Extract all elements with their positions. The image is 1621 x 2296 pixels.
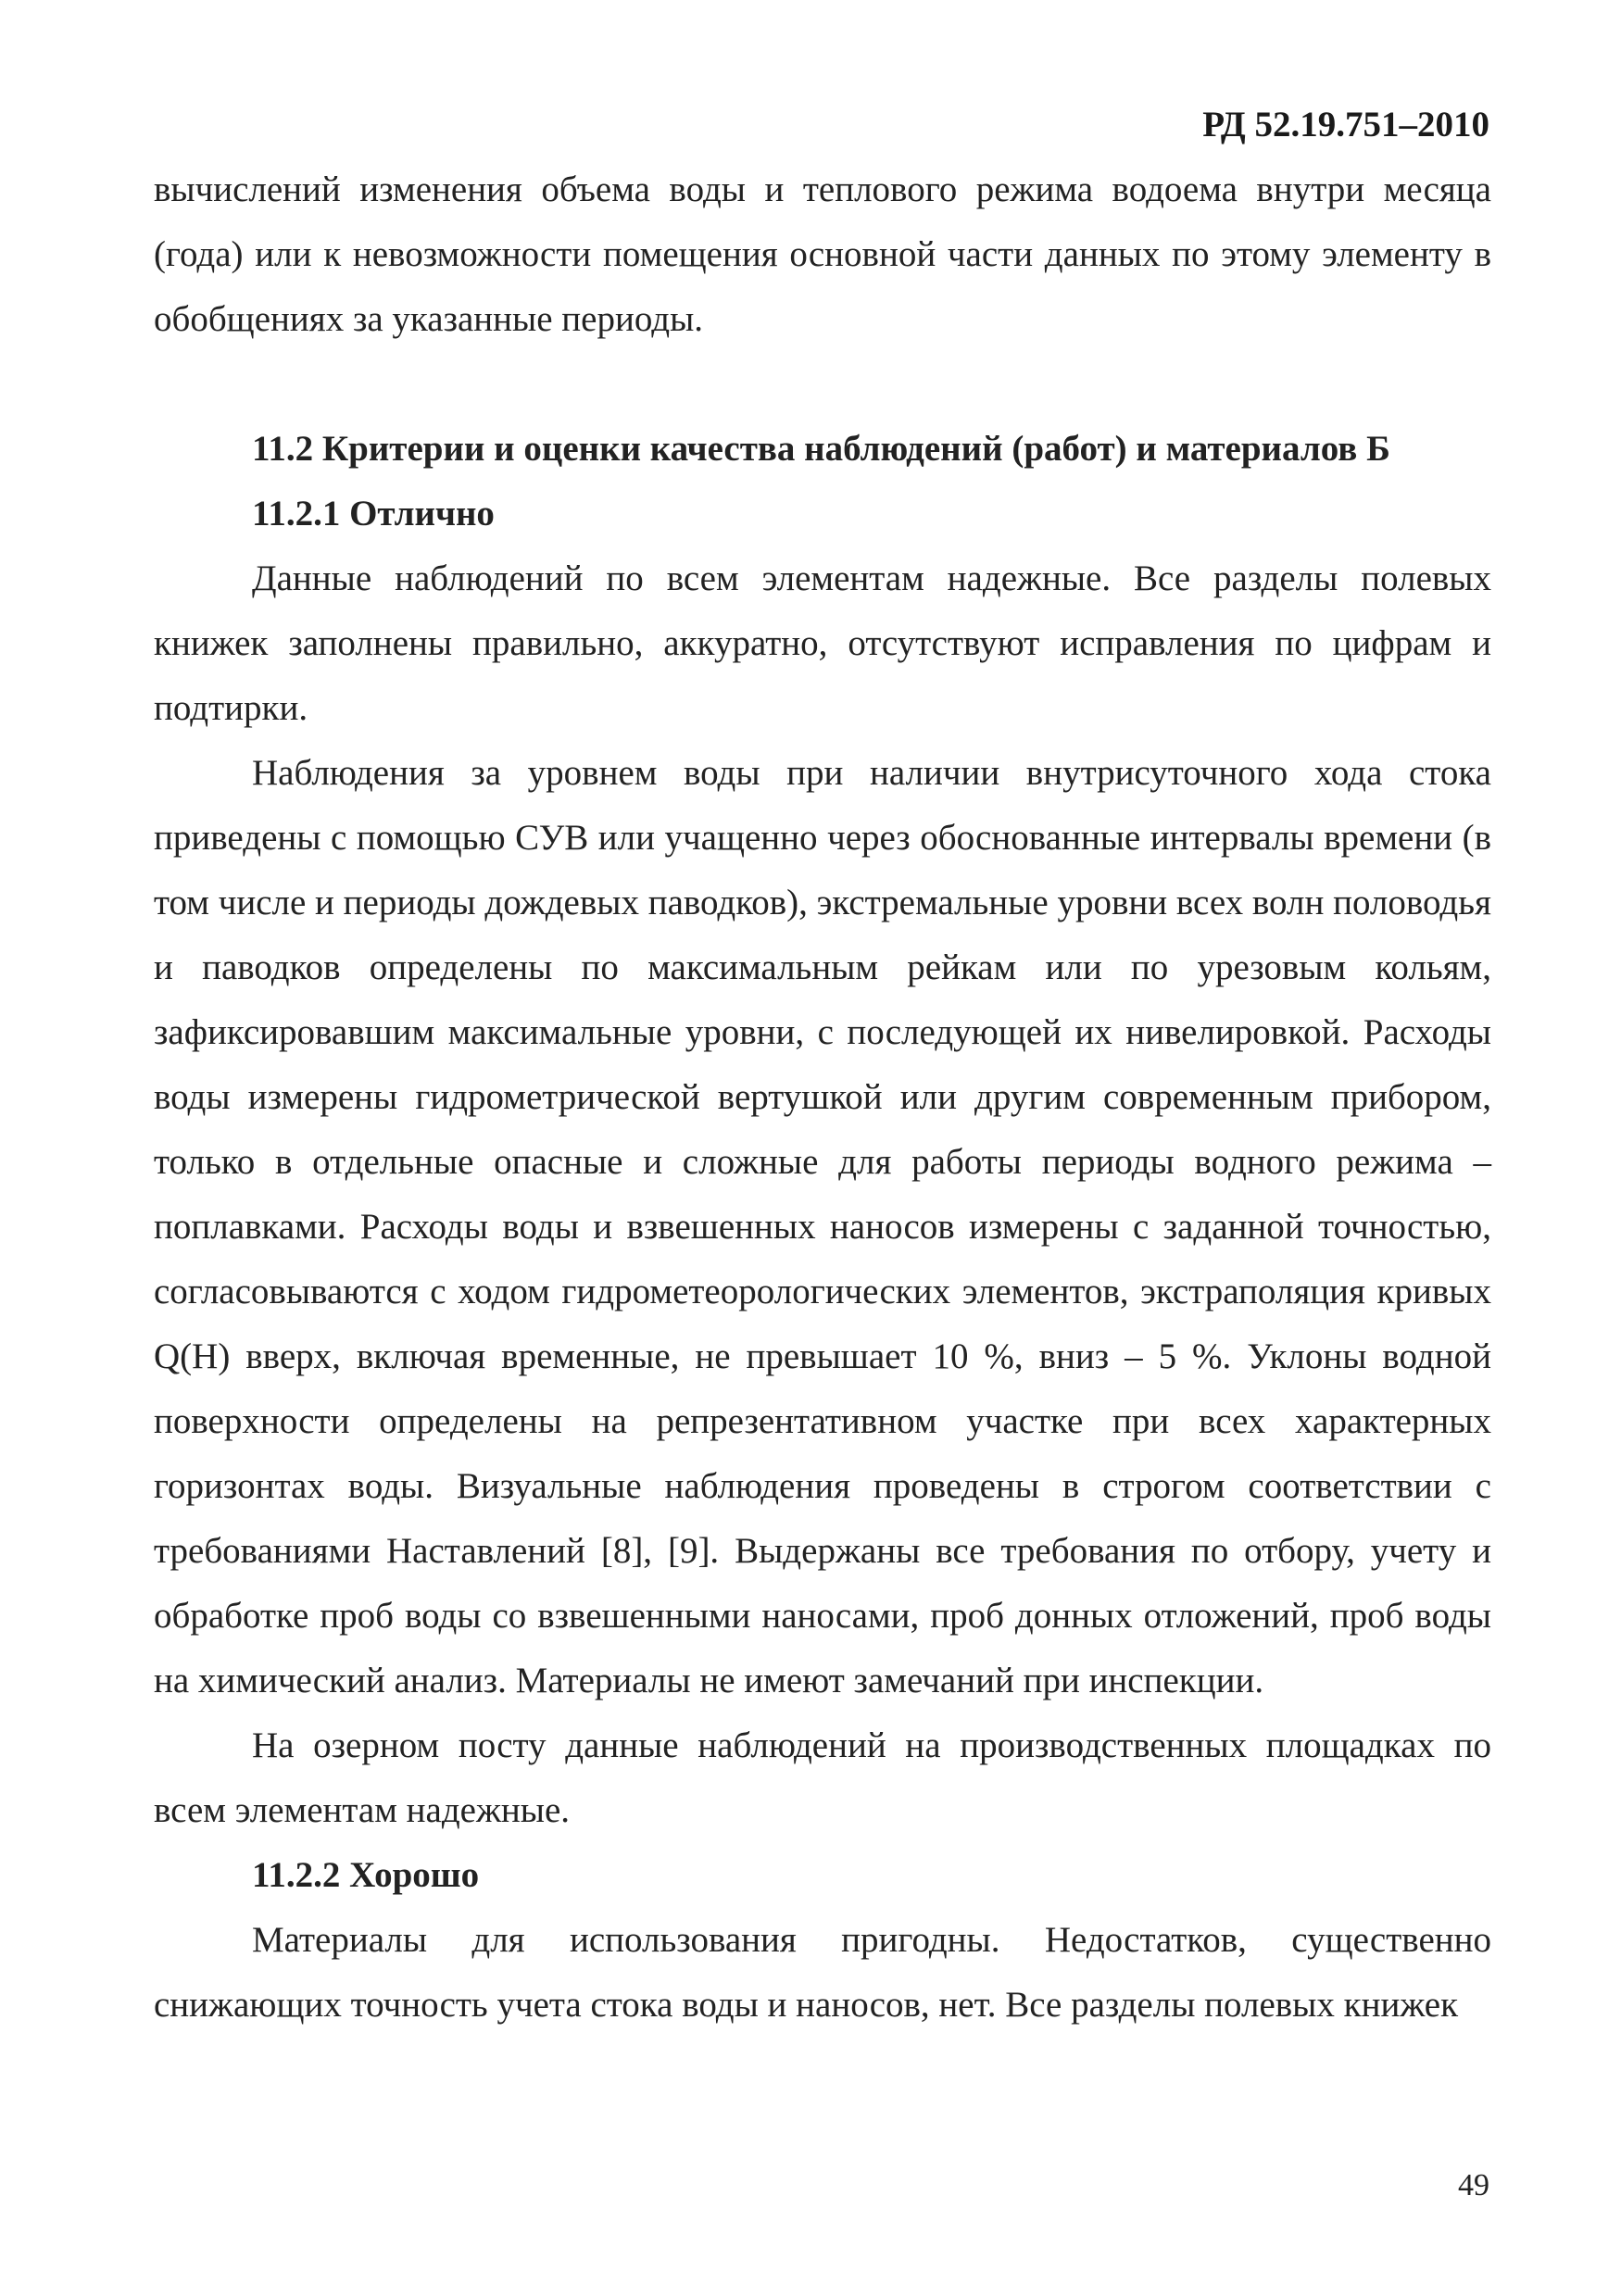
paragraph-excellent-1: Данные наблюдений по всем элементам надежные. Все разделы полевых книжек заполнены правильно, аккуратно, отсутствуют исправления по цифрам и подтирки. bbox=[154, 558, 1491, 728]
section-heading: 11.2 Критерии и оценки качества наблюдений (работ) и материалов Б bbox=[252, 429, 1390, 469]
subsection-heading-good: 11.2.2 Хорошо bbox=[252, 1855, 480, 1895]
paragraph-good-1: Материалы для использования пригодны. Недостатков, существенно снижающих точность учета стока воды и наносов, нет. Все разделы полевых книжек bbox=[154, 1920, 1491, 2025]
continuation-paragraph: вычислений изменения объема воды и теплового режима водоема внутри месяца (года) или к невозможности помещения основной части данных по этому элементу в обобщениях за указанные периоды. bbox=[154, 169, 1491, 339]
paragraph-excellent-3: На озерном посту данные наблюдений на производственных площадках по всем элементам надежные. bbox=[154, 1725, 1491, 1830]
page-number: 49 bbox=[1458, 2168, 1489, 2202]
paragraph-excellent-2: Наблюдения за уровнем воды при наличии внутрисуточного хода стока приведены с помощью СУВ или учащенно через обоснованные интервалы времени (в том числе и периоды дождевых паводков), экстремальные уровни всех волн половодья и паводков определены по максимальным рейкам или по урезовым кольям, зафиксировавшим максимальные уровни, с последующей их нивелировкой. Расходы воды измерены гидрометрической вертушкой или другим современным прибором, только в отдельные опасные и сложные для работы периоды водного режима – поплавками. Расходы воды и взвешенных наносов измерены с заданной точностью, согласовываются с ходом гидрометеорологических элементов, экстраполяция кривых Q(H) вверх, включая временные, не превышает 10 %, вниз – 5 %. Уклоны водной поверхности определены на репрезентативном участке при всех характерных горизонтах воды. Визуальные наблюдения проведены в строгом соответствии с требованиями Наставлений [8], [9]. Выдержаны все требования по отбору, учету и обработке проб воды со взвешенными наносами, проб донных отложений, проб воды на химический анализ. Материалы не имеют замечаний при инспекции. bbox=[154, 753, 1491, 1700]
document-code-header: РД 52.19.751–2010 bbox=[1202, 105, 1489, 144]
section-spacer bbox=[154, 352, 1491, 417]
subsection-heading-excellent: 11.2.1 Отлично bbox=[252, 494, 495, 533]
document-body bbox=[154, 157, 1491, 2038]
